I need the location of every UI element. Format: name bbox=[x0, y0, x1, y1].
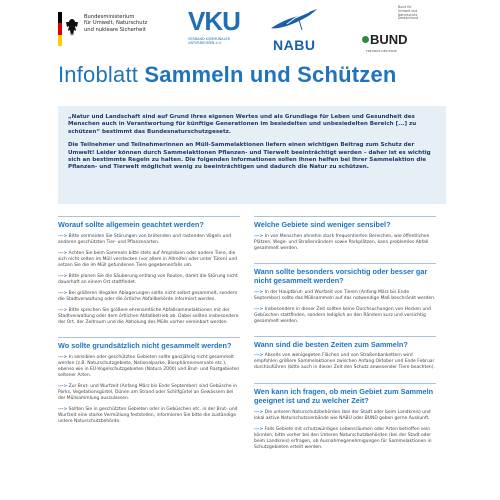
bullet-paragraph bbox=[58, 407, 240, 425]
section-heading: Wann sollte besonders vorsichtig oder besser gar nicht gesammelt werden? bbox=[254, 263, 436, 286]
bund-fullname: Bund für Umwelt und Naturschutz Deutschland bbox=[398, 5, 419, 21]
left-column bbox=[58, 216, 240, 436]
bullet-paragraph bbox=[58, 251, 240, 269]
paragraph-text: In von Menschen ohnehin stark frequentierten Bereichen, wie öffentlichen Plätzen, Wege- und Straßenrändern sowie Parkplätzen, kann problemlos Abfall gesammelt werden. bbox=[254, 233, 430, 251]
arrow-marker: ---> bbox=[254, 233, 264, 239]
vku-mark: VKU bbox=[188, 6, 240, 36]
paragraph-text: Die unteren Naturschutzbehörden (bei der Stadt oder beim Landkreis) und lokal aktive Naturschutzverbände wie NABU oder BUND geben gerne Auskunft. bbox=[254, 409, 431, 421]
paragraph-text: Abseits von wenigegeten Flächen und von Straßenbankettern wird empfohlen größere Sammelaktionen zwischen Anfang Oktober und Ende Februar durchzuführen (bitte auch in dieser Zeit den Schutz anwesender Tiere beachten). bbox=[254, 353, 435, 371]
intro-quote: „Natur und Landschaft sind auf Grund ihres eigenen Wertes und als Grundlage für Leben und Gesundheit des Menschen auch in Verantwortung für künftige Generationen im besiedelten und unbesiedelten Bereich [...] zu schützen“ bestimmt das Bundesnaturschutzgesetz. bbox=[68, 114, 417, 135]
bund-tagline: FREUNDE DER ERDE bbox=[366, 49, 397, 53]
logo-bar bbox=[0, 0, 500, 62]
arrow-marker: ---> bbox=[58, 383, 68, 389]
bullet-paragraph bbox=[58, 308, 240, 326]
paragraph-text: In sensiblen oder geschützten Gebieten sollte ganzjährig nicht gesammelt werden (z.B. Naturschutzgebiete, Nationalparke, Biosphärenreservate etc.), ebenso wie in EU-Vogelschutzgebieten (Natura 2000) und Brut- und Rastgebieten seltener Arten. bbox=[58, 354, 240, 378]
bullet-paragraph bbox=[58, 355, 240, 379]
bmu-logo bbox=[58, 10, 168, 54]
arrow-marker: ---> bbox=[254, 353, 264, 359]
arrow-marker: ---> bbox=[254, 426, 264, 432]
paragraph-text: Achten Sie beim Sammeln bitte stets auf Amphibien oder andere Tiere, die sich nicht selten im Müll verstecken (vor allem in Altreifen oder unter Tüten) und setzen Sie die im Müll gefundenen Tiere gegebenenfalls um. bbox=[58, 250, 238, 268]
bmu-name bbox=[84, 14, 147, 33]
paragraph-text: Bitte sprechen Sie größere ehrenamtliche Abfallsammelaktionen mit der Stadtverwaltung oder dem örtlichen Abfallbetrieb ab. Dabei sollten insbesondere der Ort, der Zeitraum und die Abholung des Mülls vorher vereinbart werden. bbox=[58, 307, 239, 326]
section-heading: Worauf sollte allgemein geachtet werden? bbox=[58, 216, 240, 230]
paragraph-text: Sollten Sie in geschützten Gebieten oder in Gebüschen etc. in der Brut- und Wurfzeit eine starke Vermüllung feststellen, informieren Sie bitte die zuständige untere Naturschutzbehörde. bbox=[58, 406, 238, 424]
paragraph-text: Insbesondere in dieser Zeit sollten keine Durchsuchungen von Hecken und Gebüschen stattfinden, sondern lediglich an den Rändern kurz und vorsichtig gesammelt werden. bbox=[254, 306, 431, 324]
arrow-marker: ---> bbox=[58, 290, 68, 296]
paragraph-text: Zur Brut- und Wurfzeit (Anfang März bis Ende September) sind Gebüsche in Parks, Vegetationsgürtel, Dünen am Strand oder Schilfgürtel an Gewässern bei der Müllsammlung auszulassen. bbox=[58, 383, 238, 401]
bmu-line: und nukleare Sicherheit bbox=[84, 26, 146, 33]
title-bold: Sammeln und Schützen bbox=[144, 62, 397, 87]
bullet-paragraph bbox=[254, 307, 436, 325]
bullet-paragraph bbox=[254, 353, 436, 371]
stork-icon bbox=[269, 8, 319, 34]
bullet-paragraph bbox=[254, 290, 436, 302]
nabu-logo bbox=[265, 6, 323, 52]
paragraph-text: Bitte vermeiden Sie Störungen von brütenden und rastenden Vögeln und anderen geschützten Tier- und Pflanzenarten. bbox=[58, 233, 232, 245]
bmu-line: für Umwelt, Naturschutz bbox=[84, 20, 148, 27]
bullet-paragraph bbox=[254, 234, 436, 252]
intro-box bbox=[58, 106, 446, 204]
nabu-wordmark: NABU bbox=[273, 37, 316, 53]
paragraph-text: Bei größeren illegalen Ablagerungen sollte nicht selbst gesammelt, sondern die Stadtverwaltung oder die örtliche Abfallbehörde informiert werden. bbox=[58, 290, 238, 302]
bullet-paragraph bbox=[58, 234, 240, 246]
section-heading: Wo sollte grundsätzlich nicht gesammelt werden? bbox=[58, 337, 240, 351]
section-heading: Wen kann ich fragen, ob mein Gebiet zum Sammeln geeignet ist und zu welcher Zeit? bbox=[254, 383, 436, 406]
bullet-paragraph bbox=[254, 410, 436, 422]
bund-wordmark: BUND bbox=[370, 32, 408, 47]
vku-subtitle: VERBAND KOMMUNALER UNTERNEHMEN e.V. bbox=[188, 37, 230, 45]
arrow-marker: ---> bbox=[254, 289, 264, 295]
bund-logo bbox=[362, 6, 422, 56]
german-flag-icon bbox=[58, 12, 62, 46]
bullet-paragraph bbox=[58, 291, 240, 303]
paragraph-text: Bitte planen Sie die Säuberung entlang von Routen, damit die Störung nicht dauerhaft an einem Ort stattfindet. bbox=[58, 273, 238, 285]
bullet-paragraph bbox=[58, 274, 240, 286]
page-title bbox=[58, 62, 397, 88]
arrow-marker: ---> bbox=[58, 307, 68, 313]
bund-wordmark-block bbox=[362, 32, 408, 47]
vku-logo bbox=[188, 8, 248, 48]
intro-body: Die Teilnehmer und Teilnehmerinnen an Müll-Sammelaktionen liefern einen wichtigen Beitrag zum Schutz der Umwelt! Leider können durch Sammelaktionen Pflanzen- und Tierwelt beeinträchtigt werden – daher ist es wichtig sich an bestimmte Regeln zu halten. Die folgenden Informationen sollen Ihnen helfen bei Ihrer Sammelaktion die Pflanzen- und Tierwelt möglichst wenig zu beeinträchtigen und dadurch die Natur zu schützen. bbox=[68, 142, 431, 171]
arrow-marker: ---> bbox=[58, 250, 68, 256]
bullet-paragraph bbox=[254, 427, 436, 451]
paragraph-text: In der Hauptbrut- und Wurfzeit von Tieren (Anfang März bis Ende September) sollte das Müllsammeln auf das notwendige Maß beschränkt werden. bbox=[254, 289, 436, 301]
arrow-marker: ---> bbox=[58, 406, 68, 412]
federal-eagle-icon bbox=[65, 18, 79, 38]
arrow-marker: ---> bbox=[58, 273, 68, 279]
arrow-marker: ---> bbox=[254, 409, 264, 415]
title-light: Infoblatt bbox=[58, 62, 145, 87]
paragraph-text: Falls Gebiete mit schutzwürdigen Lebensräumen oder Arten betroffen sein könnten, bitte vorher bei den Unteren Naturschutzbehörden (bei der Stadt oder beim Landkreis) erfragen, ob Ausnahmegenehmigungen für Sammelaktionen in Schutzgebieten erteilt werden. bbox=[254, 426, 432, 450]
arrow-marker: ---> bbox=[254, 306, 264, 312]
bund-dot-icon bbox=[362, 36, 369, 43]
arrow-marker: ---> bbox=[58, 233, 68, 239]
arrow-marker: ---> bbox=[58, 354, 68, 360]
right-column bbox=[254, 216, 436, 462]
section-heading: Welche Gebiete sind weniger sensibel? bbox=[254, 216, 436, 230]
bmu-line: Bundesministerium bbox=[84, 14, 135, 20]
bullet-paragraph bbox=[58, 384, 240, 402]
section-heading: Wann sind die besten Zeiten zum Sammeln? bbox=[254, 336, 436, 350]
